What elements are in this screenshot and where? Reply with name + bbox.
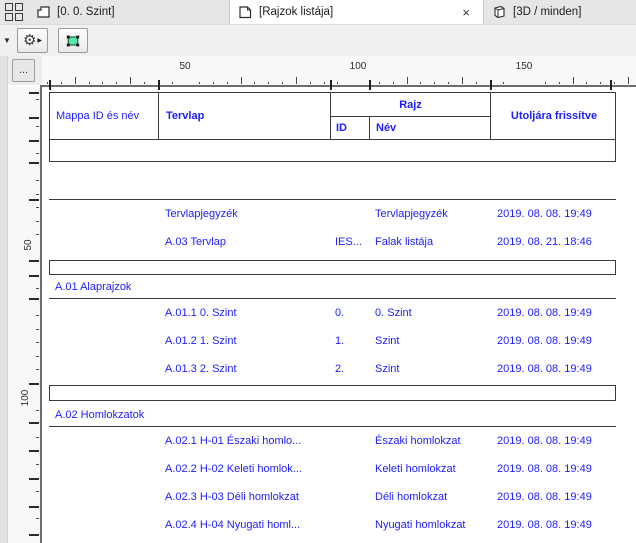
- table-row: [49, 299, 616, 327]
- tab-label: [Rajzok listája]: [259, 6, 334, 18]
- cell-nev: Déli homlokzat: [375, 491, 448, 503]
- cell-nev: Északi homlokzat: [375, 435, 461, 447]
- cell-tervlap: A.01.1 0. Szint: [165, 307, 237, 319]
- header-tervlap: Tervlap: [159, 93, 331, 139]
- group-title: A.01 Alaprajzok: [49, 275, 616, 299]
- group-title: A.02 Homlokzatok: [49, 403, 616, 427]
- header-rajz: Rajz: [331, 93, 491, 116]
- cell-date: 2019. 08. 08. 19:49: [497, 519, 592, 531]
- cell-id: 2.: [335, 363, 345, 375]
- v-ruler-label: 50: [22, 239, 34, 251]
- cell-id: IES...: [335, 236, 362, 248]
- cell-nev: Falak listája: [375, 236, 434, 248]
- cell-nev: Szint: [375, 363, 400, 375]
- table-row: [49, 455, 616, 483]
- cell-date: 2019. 08. 21. 18:46: [497, 236, 592, 248]
- ruler-options-button[interactable]: ...: [12, 59, 35, 82]
- cell-nev: 0. Szint: [375, 307, 412, 319]
- drawing-canvas[interactable]: [42, 87, 636, 543]
- marquee-tool-button[interactable]: [58, 28, 88, 53]
- table-row: [49, 483, 616, 511]
- header-nev: Név: [370, 116, 491, 139]
- toolbar-dropdown-arrow-icon[interactable]: ▼: [3, 36, 11, 45]
- tab-label: [3D / minden]: [513, 6, 582, 18]
- cell-tervlap: A.01.2 1. Szint: [165, 335, 237, 347]
- horizontal-ruler: [42, 56, 636, 85]
- tab-overview-button[interactable]: [0, 0, 28, 24]
- drawing-list-table[interactable]: [49, 92, 616, 539]
- table-row: [49, 355, 616, 383]
- tab-floor-plan[interactable]: [28, 0, 229, 24]
- cell-tervlap: A.03 Tervlap: [165, 236, 226, 248]
- tab-bar: [0, 0, 636, 25]
- h-ruler-label: 50: [179, 61, 191, 72]
- cell-date: 2019. 08. 08. 19:49: [497, 491, 592, 503]
- header-frissitve: Utoljára frissítve: [510, 110, 598, 122]
- table-row: [49, 228, 616, 256]
- cell-nev: Keleti homlokzat: [375, 463, 456, 475]
- empty-row-box: [49, 260, 616, 275]
- cell-nev: Nyugati homlokzat: [375, 519, 466, 531]
- cell-date: 2019. 08. 08. 19:49: [497, 208, 592, 220]
- cell-id: 1.: [335, 335, 345, 347]
- cell-date: 2019. 08. 08. 19:49: [497, 435, 592, 447]
- cell-id: 0.: [335, 307, 345, 319]
- cell-tervlap: A.02.3 H-03 Déli homlokzat: [165, 491, 299, 503]
- cell-tervlap: A.01.3 2. Szint: [165, 363, 237, 375]
- tab-3d-view[interactable]: [484, 0, 636, 24]
- table-row: [49, 200, 616, 228]
- tab-drawing-list[interactable]: [229, 0, 484, 24]
- floor-plan-icon: [35, 4, 51, 20]
- gear-icon: ⚙: [22, 32, 37, 49]
- cell-tervlap: A.02.2 H-02 Keleti homlok...: [165, 463, 302, 475]
- v-ruler-label: 100: [20, 389, 32, 407]
- table-row: [49, 327, 616, 355]
- tab-label: [0. 0. Szint]: [57, 6, 115, 18]
- empty-row-box: [49, 139, 616, 162]
- cell-nev: Tervlapjegyzék: [375, 208, 448, 220]
- cell-tervlap: A.02.4 H-04 Nyugati homl...: [165, 519, 301, 531]
- layout-page-icon: [237, 4, 253, 20]
- cell-date: 2019. 08. 08. 19:49: [497, 363, 592, 375]
- table-row: [49, 427, 616, 455]
- cell-date: 2019. 08. 08. 19:49: [497, 335, 592, 347]
- marquee-icon: [65, 32, 81, 50]
- h-ruler-label: 100: [349, 61, 367, 72]
- table-header: [49, 92, 616, 140]
- empty-row-box: [49, 385, 616, 401]
- table-row: [49, 511, 616, 539]
- settings-button[interactable]: [17, 28, 48, 53]
- cell-date: 2019. 08. 08. 19:49: [497, 307, 592, 319]
- cell-tervlap: Tervlapjegyzék: [165, 208, 238, 220]
- h-ruler-label: 150: [515, 61, 533, 72]
- toolbar: [0, 25, 636, 56]
- 3d-box-icon: [491, 4, 507, 20]
- left-panel-edge: [0, 56, 8, 543]
- vertical-ruler: [8, 87, 40, 543]
- header-id: ID: [331, 116, 370, 139]
- tab-close-icon[interactable]: ×: [462, 4, 470, 20]
- quad-view-icon: [5, 3, 23, 21]
- cell-nev: Szint: [375, 335, 400, 347]
- cell-date: 2019. 08. 08. 19:49: [497, 463, 592, 475]
- flyout-arrow-icon: ▶: [37, 38, 43, 44]
- header-mappa: Mappa ID és név: [50, 93, 159, 139]
- cell-tervlap: A.02.1 H-01 Északi homlo...: [165, 435, 302, 447]
